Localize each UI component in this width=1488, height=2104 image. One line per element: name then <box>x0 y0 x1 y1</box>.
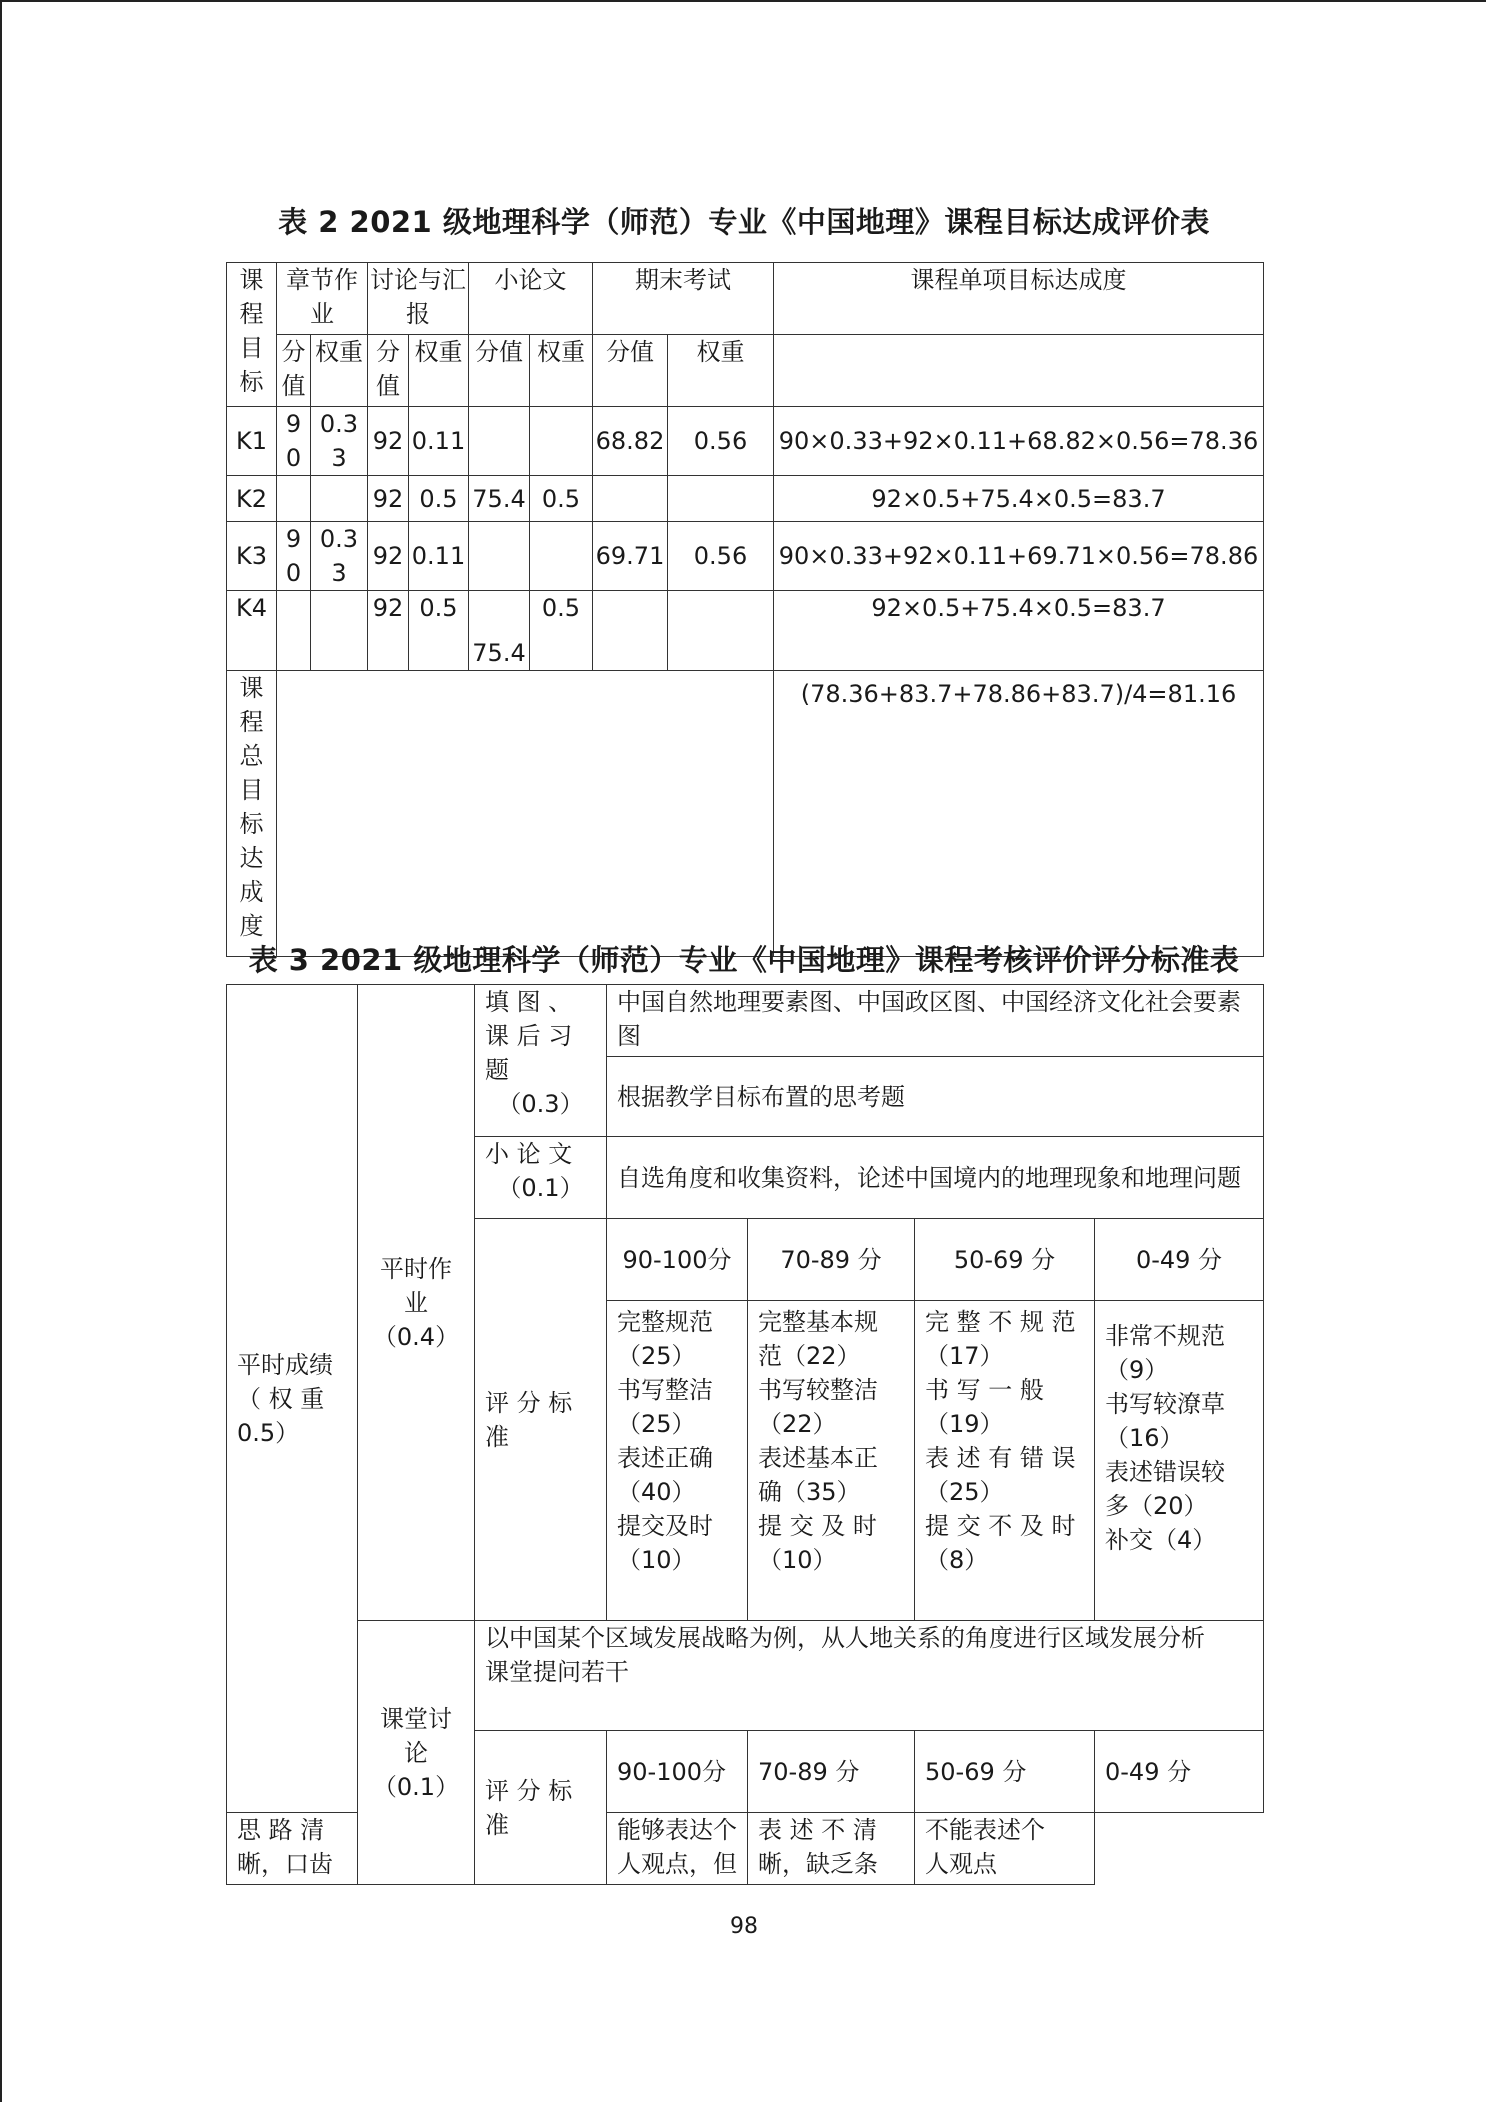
fill-map-content-1: 中国自然地理要素图、中国政区图、中国经济文化社会要素图 <box>607 985 1264 1057</box>
hw-weight-header: 权重 <box>311 335 368 407</box>
exam-score-cell <box>593 476 668 522</box>
table-row <box>227 591 1264 671</box>
hw-score-header: 分 值 <box>277 335 311 407</box>
disc-weight-header: 权重 <box>409 335 469 407</box>
disc-weight-cell: 0.5 <box>409 476 469 522</box>
essay-header: 小论文 <box>469 263 593 335</box>
hw-weight-cell: 0.33 <box>311 522 368 591</box>
disc-score-cell: 92 <box>368 591 409 671</box>
essay-score-cell: 75.4 <box>469 476 530 522</box>
total-achievement-value: (78.36+83.7+78.86+83.7)/4=81.16 <box>774 671 1264 957</box>
table-row <box>227 476 1264 522</box>
grade-band-90-100: 90-100分 <box>607 1219 748 1301</box>
grade-band-70-89: 70-89 分 <box>748 1219 915 1301</box>
hw-criteria-label: 评 分 标 准 <box>475 1219 607 1621</box>
exam-score-cell <box>593 591 668 671</box>
disc-weight-cell: 0.11 <box>409 522 469 591</box>
discussion-cell: 课堂讨 论 （0.1） <box>358 1621 475 1885</box>
achievement-cell: 90×0.33+92×0.11+69.71×0.56=78.86 <box>774 522 1264 591</box>
achievement-cell: 90×0.33+92×0.11+68.82×0.56=78.36 <box>774 407 1264 476</box>
disc-weight-cell: 0.11 <box>409 407 469 476</box>
hw-weight-cell: 0.33 <box>311 407 368 476</box>
exam-score-cell: 69.71 <box>593 522 668 591</box>
achievement-header: 课程单项目标达成度 <box>774 263 1264 335</box>
disc-score-cell: 92 <box>368 407 409 476</box>
total-label: 课 程 总 目 标 达 成 度 <box>227 671 277 957</box>
goal-header: 课 程 目 标 <box>227 263 277 407</box>
hw-criteria-50-69: 完 整 不 规 范 （17） 书 写 一 般 （19） 表 述 有 错 误 （25） 提 交 不 及 时 （8） <box>915 1301 1095 1621</box>
grade-band-0-49: 0-49 分 <box>1095 1219 1264 1301</box>
exam-weight-cell <box>668 591 774 671</box>
goal-cell: K2 <box>227 476 277 522</box>
table3-title: 表 3 2021 级地理科学（师范）专业《中国地理》课程考核评价评分标准表 <box>248 943 1240 977</box>
disc-score-cell: 92 <box>368 522 409 591</box>
table2-achievement-evaluation <box>226 262 1264 957</box>
disc-grade-band-90-100: 90-100分 <box>607 1731 748 1813</box>
exam-score-cell: 68.82 <box>593 407 668 476</box>
disc-criteria-90-100: 思 路 清 晰，口齿 <box>227 1813 358 1885</box>
hw-criteria-70-89: 完整基本规 范（22） 书写较整洁 （22） 表述基本正 确（35） 提 交 及 时 （10） <box>748 1301 915 1621</box>
disc-grade-band-0-49: 0-49 分 <box>1095 1731 1264 1813</box>
usual-grade-cell: 平时成绩 （ 权 重 0.5） <box>227 985 358 1813</box>
goal-cell: K3 <box>227 522 277 591</box>
hw-criteria-90-100: 完整规范 （25） 书写整洁 （25） 表述正确 （40） 提交及时 （10） <box>607 1301 748 1621</box>
table-row <box>227 407 1264 476</box>
essay-score-header: 分值 <box>469 335 530 407</box>
essay-weight-cell <box>530 407 593 476</box>
disc-score-cell: 92 <box>368 476 409 522</box>
essay-score-cell: 75.4 <box>469 591 530 671</box>
disc-criteria-0-49: 不能表述个 人观点 <box>915 1813 1095 1885</box>
hw-score-cell <box>277 476 311 522</box>
grade-band-50-69: 50-69 分 <box>915 1219 1095 1301</box>
hw-score-cell: 90 <box>277 522 311 591</box>
achievement-cell: 92×0.5+75.4×0.5=83.7 <box>774 591 1264 671</box>
essay-content: 自选角度和收集资料，论述中国境内的地理现象和地理问题 <box>607 1137 1264 1219</box>
goal-cell: K4 <box>227 591 277 671</box>
hw-weight-cell <box>311 476 368 522</box>
disc-grade-band-70-89: 70-89 分 <box>748 1731 915 1813</box>
essay-weight-cell: 0.5 <box>530 591 593 671</box>
essay-score-cell <box>469 407 530 476</box>
hw-weight-cell <box>311 591 368 671</box>
fill-map-content-2: 根据教学目标布置的思考题 <box>607 1057 1264 1137</box>
disc-score-header: 分 值 <box>368 335 409 407</box>
hw-score-cell <box>277 591 311 671</box>
exam-score-header: 分值 <box>593 335 668 407</box>
table2-title: 表 2 2021 级地理科学（师范）专业《中国地理》课程目标达成评价表 <box>278 205 1210 239</box>
disc-criteria-70-89: 能够表达个 人观点，但 <box>607 1813 748 1885</box>
disc-weight-cell: 0.5 <box>409 591 469 671</box>
achievement-cell: 92×0.5+75.4×0.5=83.7 <box>774 476 1264 522</box>
essay-weight-header: 权重 <box>530 335 593 407</box>
exam-weight-cell <box>668 476 774 522</box>
fill-map-label: 填 图 、 课 后 习 题 （0.3） <box>475 985 607 1137</box>
achievement-subheader <box>774 335 1264 407</box>
essay-weight-cell: 0.5 <box>530 476 593 522</box>
essay-score-cell <box>469 522 530 591</box>
disc-criteria-50-69: 表 述 不 清 晰，缺乏条 <box>748 1813 915 1885</box>
hw-score-cell: 90 <box>277 407 311 476</box>
page-number: 98 <box>730 1914 758 1939</box>
table-row <box>227 522 1264 591</box>
homework-cell: 平时作 业 （0.4） <box>358 985 475 1621</box>
disc-criteria-label: 评 分 标 准 <box>475 1731 607 1885</box>
exam-weight-cell: 0.56 <box>668 407 774 476</box>
discussion-content: 以中国某个区域发展战略为例，从人地关系的角度进行区域发展分析 课堂提问若干 <box>475 1621 1264 1731</box>
goal-cell: K1 <box>227 407 277 476</box>
exam-weight-cell: 0.56 <box>668 522 774 591</box>
final-exam-header: 期末考试 <box>593 263 774 335</box>
exam-weight-header: 权重 <box>668 335 774 407</box>
essay-weight-cell <box>530 522 593 591</box>
chapter-homework-header: 章节作业 <box>277 263 368 335</box>
total-row <box>227 671 1264 957</box>
table3-scoring-standard <box>226 984 1264 1885</box>
disc-grade-band-50-69: 50-69 分 <box>915 1731 1095 1813</box>
hw-criteria-0-49: 非常不规范 （9） 书写较潦草 （16） 表述错误较 多（20） 补交（4） <box>1095 1301 1264 1621</box>
essay-label: 小 论 文 （0.1） <box>475 1137 607 1219</box>
discussion-header: 讨论与汇报 <box>368 263 469 335</box>
total-blank-cell <box>277 671 774 957</box>
